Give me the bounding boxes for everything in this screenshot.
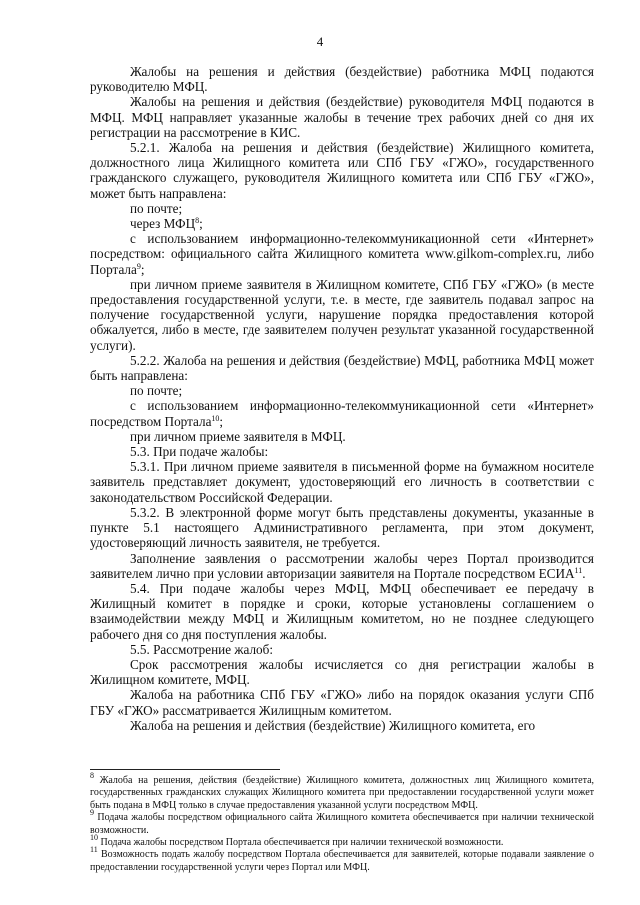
footnote-ref: 9 xyxy=(136,261,141,271)
paragraph: 5.3. При подаче жалобы: xyxy=(130,444,269,460)
paragraph xyxy=(90,231,594,277)
footnote-number: 8 xyxy=(90,771,94,780)
footnote xyxy=(90,845,595,874)
footnote-text: Подача жалобы посредством официального сайта Жилищного комитета обеспечивается при наличии технической возможности. xyxy=(90,812,595,836)
footnote-text: Возможность подать жалобу посредством Портала обеспечивается для заявителей, которые подавали заявление о предоставлении государственной услуги через Портал или МФЦ. xyxy=(90,849,595,873)
paragraph: при личном приеме заявителя в Жилищном комитете, СПб ГБУ «ГЖО» (в месте предоставления государственной услуги, т.е. в месте, где заявитель подавал запрос на получение государственной услуги, нарушение порядка предоставления которой обжалуется, либо в месте, где заявителем получен результат указанной государственной услуги). xyxy=(90,276,594,353)
paragraph: по почте; xyxy=(130,200,183,216)
paragraph: 5.5. Рассмотрение жалоб: xyxy=(130,641,274,657)
footnote-text: Жалоба на решения, действия (бездействие) Жилищного комитета, должностных лиц Жилищного комитета, государственных гражданских служащих Жилищного комитета при предоставлении государственной услуги может быть подана в МФЦ только в случае предоставления указанной услуги посредством МФЦ. xyxy=(90,775,595,811)
paragraph: 5.4. При подаче жалобы через МФЦ, МФЦ обеспечивает ее передачу в Жилищный комитет в порядке и сроки, которые установлены соглашением о взаимодействии между МФЦ и Жилищным комитетом, но не позднее следующего рабочего дня со дня поступления жалобы. xyxy=(90,580,594,642)
paragraph-text: через МФЦ xyxy=(130,216,196,232)
paragraph: Жалоба на решения и действия (бездействие) Жилищного комитета, его xyxy=(130,717,536,733)
paragraph: Жалобы на решения и действия (бездействие) работника МФЦ подаются руководителю МФЦ. xyxy=(90,64,594,95)
paragraph-text: с использованием информационно-телекоммуникационной сети «Интернет» посредством: официального сайта Жилищного комитета www.gilkom-complex.ru, либо Портала xyxy=(90,231,594,277)
footnote-number: 9 xyxy=(90,808,94,818)
paragraph-text: с использованием информационно-телекоммуникационной сети «Интернет» посредством Портала xyxy=(90,398,594,429)
paragraph: 5.2.2. Жалоба на решения и действия (бездействие) МФЦ, работника МФЦ может быть направлена: xyxy=(90,352,594,384)
paragraph-text: Заполнение заявления о рассмотрении жалобы через Портал производится заявителем лично при условии авторизации заявителя на Портале посредством ЕСИА xyxy=(90,550,594,581)
footnote-divider xyxy=(90,769,280,770)
footnote-number: 10 xyxy=(90,833,98,843)
paragraph: Жалоба на работника СПб ГБУ «ГЖО» либо на порядок оказания услуги СПб ГБУ «ГЖО» рассматривается Жилищным комитетом. xyxy=(90,687,594,718)
footnote-ref: 11 xyxy=(574,565,583,575)
paragraph-text: ; xyxy=(219,413,224,429)
paragraph-text: . xyxy=(582,565,586,581)
paragraph: при личном приеме заявителя в МФЦ. xyxy=(130,428,346,444)
footnote-ref: 8 xyxy=(195,216,200,226)
paragraph: по почте; xyxy=(130,383,183,399)
paragraph: 5.2.1. Жалоба на решения и действия (бездействие) Жилищного комитета, должностного лица Жилищного комитета или СПб ГБУ «ГЖО», государственного гражданского служащего, руководителя Жилищного комитета или СПб ГБУ «ГЖО», может быть направлена: xyxy=(90,140,594,201)
paragraph: Жалобы на решения и действия (бездействие) руководителя МФЦ подаются в МФЦ. МФЦ направляет указанные жалобы в течение трех рабочих дней со дня их регистрации на рассмотрение в КИС. xyxy=(90,94,594,140)
paragraph-text: ; xyxy=(140,261,145,277)
footnote-text: Подача жалобы посредством Портала обеспечивается при наличии технической возможности. xyxy=(100,837,504,849)
footnote-ref: 10 xyxy=(211,413,220,423)
paragraph xyxy=(90,551,594,581)
paragraph: 5.3.1. При личном приеме заявителя в письменной форме на бумажном носителе заявитель представляет документ, удостоверяющий его личность в соответствии с законодательством Российской Федерации. xyxy=(90,459,594,505)
paragraph xyxy=(90,398,594,428)
footnotes xyxy=(90,771,595,874)
paragraph: Срок рассмотрения жалобы исчисляется со дня регистрации жалобы в Жилищном комитете, МФЦ. xyxy=(90,656,594,688)
footnote xyxy=(90,833,594,849)
paragraph: 5.3.2. В электронной форме могут быть представлены документы, указанные в пункте 5.1 настоящего Административного регламента, при этом документ, удостоверяющий личность заявителя, не требуется. xyxy=(90,504,594,551)
footnote-number: 11 xyxy=(90,845,98,855)
document-body xyxy=(90,64,594,733)
paragraph: через МФЦ$^8$; xyxy=(130,216,203,232)
footnote xyxy=(90,771,595,812)
footnote xyxy=(90,808,595,837)
page-number: 4 xyxy=(316,34,324,49)
